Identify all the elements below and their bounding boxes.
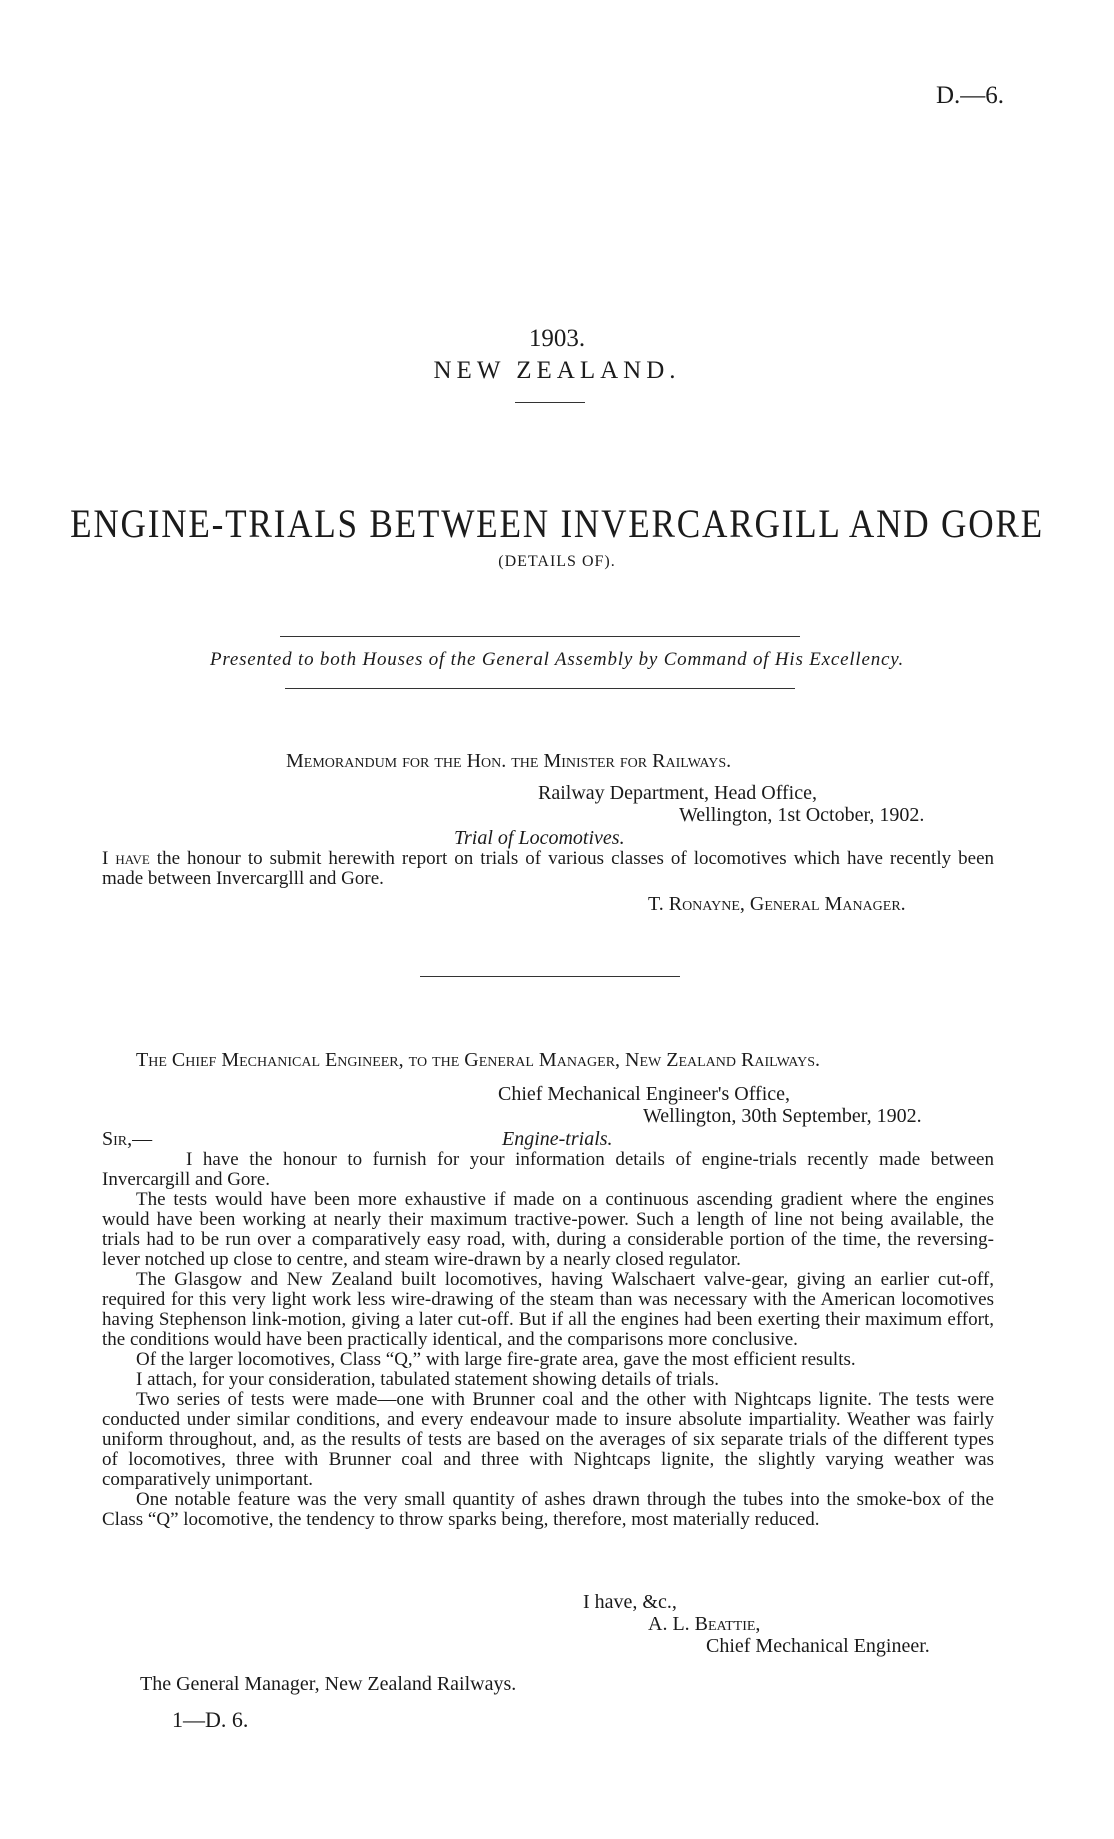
country: NEW ZEALAND.	[433, 357, 681, 384]
letter-paragraph: Two series of tests were made—one with Brunner coal and the other with Nightcaps lignite. The tests were conducted under similar conditions, and every endeavour made to insure absolute impartiality. Weather was fairly uniform throughout, and, as the results of tests are based on the averages of six separate trials of the different types of locomotives, three with Brunner coal and three with Nightcaps lignite, the slightly varying weather was comparatively unimportant.	[102, 1389, 994, 1490]
signer-title: Chief Mechanical Engineer.	[706, 1635, 930, 1657]
presented-line: Presented to both Houses of the General Assembly by Command of His Excellency.	[209, 649, 905, 670]
letter-subject: Engine-trials.	[502, 1128, 613, 1150]
letter-paragraph: The tests would have been more exhaustive if made on a continuous ascending gradient where the engines would have been working at nearly their maximum tractive-power. Such a length of line not being available, the trials had to be run over a comparatively easy road, with, during a considerable portion of the time, the reversing-lever notched up close to centre, and steam wire-drawn by a nearly closed regulator.	[102, 1189, 994, 1270]
letter-heading: The Chief Mechanical Engineer, to the General Manager, New Zealand Railways.	[136, 1049, 821, 1071]
letter-paragraph: One notable feature was the very small quantity of ashes drawn through the tubes into the smoke-box of the Class “Q” locomotive, the tendency to throw sparks being, therefore, most materially reduced.	[102, 1489, 994, 1530]
letter-paragraph: I have the honour to furnish for your information details of engine-trials recently made between Invercargill and Gore.	[102, 1149, 994, 1190]
addressee: The General Manager, New Zealand Railways.	[140, 1673, 517, 1695]
closing: I have, &c.,	[583, 1591, 677, 1613]
section-divider	[420, 976, 680, 977]
divider	[280, 636, 800, 637]
memorandum-body	[102, 849, 994, 889]
memorandum-lead: I have	[102, 848, 150, 869]
letter-body	[102, 1150, 994, 1530]
memorandum-text: the honour to submit herewith report on trials of various classes of locomotives which have recently been made between Invercarglll and Gore.	[102, 848, 994, 889]
sheet-reference: 1—D. 6.	[172, 1707, 249, 1732]
memorandum-address-line-2: Wellington, 1st October, 1902.	[679, 804, 925, 826]
short-divider	[515, 402, 585, 403]
letter-paragraph: The Glasgow and New Zealand built locomotives, having Walschaert valve-gear, giving an earlier cut-off, required for this very light work less wire-drawing of the steam than was necessary with the American locomotives having Stephenson link-motion, giving a later cut-off. But if all the engines had been exerting their maximum effort, the conditions would have been practically identical, and the comparisons more conclusive.	[102, 1269, 994, 1350]
letter-paragraph: I attach, for your consideration, tabulated statement showing details of trials.	[136, 1369, 720, 1390]
document-title: ENGINE-TRIALS BETWEEN INVERCARGILL AND GORE	[70, 501, 1044, 546]
memorandum-signature: T. Ronayne, General Manager.	[648, 893, 906, 915]
letter-address-line-2: Wellington, 30th September, 1902.	[643, 1105, 922, 1127]
memorandum-address-line-1: Railway Department, Head Office,	[538, 782, 817, 804]
memorandum-heading: Memorandum for the Hon. the Minister for Railways.	[286, 750, 732, 772]
memorandum-subject: Trial of Locomotives.	[454, 827, 625, 849]
year: 1903.	[528, 325, 586, 352]
page-reference: D.—6.	[935, 82, 1004, 109]
document-subtitle: (DETAILS OF).	[498, 553, 616, 570]
salutation: Sir,—	[102, 1128, 153, 1150]
letter-paragraph: Of the larger locomotives, Class “Q,” with large fire-grate area, gave the most efficient results.	[136, 1349, 856, 1370]
signer-name: A. L. Beattie,	[648, 1613, 761, 1635]
divider	[285, 688, 795, 689]
letter-address-line-1: Chief Mechanical Engineer's Office,	[498, 1083, 791, 1105]
